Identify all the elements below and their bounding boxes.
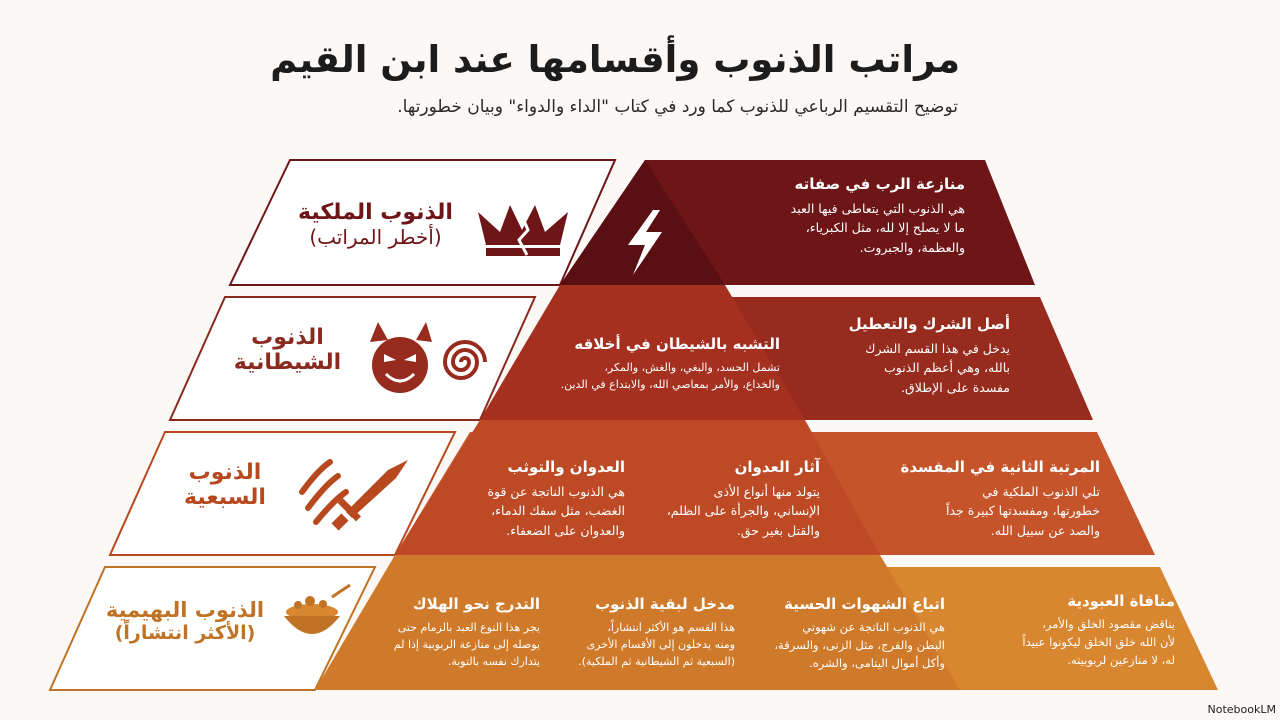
box-heading: اتباع الشهوات الحسية [784,595,945,613]
tier-4-label-line-2: (الأكثر انتشاراً) [114,622,256,644]
box-line: يجر هذا النوع العبد بالزمام حتى [397,621,540,634]
box-line: والعدوان على الضعفاء. [506,522,625,538]
brand-watermark: NotebookLM [1207,703,1276,716]
box-line: والخداع، والأمر بمعاصي الله، والابتداع في الدين. [560,378,780,392]
box-line: ما لا يصلح إلا لله، مثل الكبرياء، [805,220,965,236]
box-line: تشمل الحسد، والبغي، والغش، والمكر، [604,361,780,374]
page-subtitle: توضيح التقسيم الرباعي للذنوب كما ورد في كتاب "الداء والدواء" وبيان خطورتها. [397,97,958,117]
box-line: بالله، وهي أعظم الذنوب [884,360,1010,376]
box-line: والقتل بغير حق. [736,522,820,538]
tier-2-box-2 [530,335,780,393]
box-line: له، لا منازعين لربوبيته. [1067,652,1175,667]
box-line: والصد عن سبيل الله. [990,522,1100,538]
box-line: هي الذنوب الناتجة عن شهوتي [802,620,945,634]
box-heading: منافاة العبودية [1067,592,1175,610]
box-line: البطن والفرج، مثل الزنى، والسرقة، [774,637,945,652]
tier-4-box-2 [745,595,945,672]
box-heading: أصل الشرك والتعطيل [848,315,1010,333]
box-line: هي الذنوب التي يتعاطى فيها العبد [790,201,965,216]
tier-3-label-panel [110,432,455,555]
tier-1-label-line-1: الذنوب الملكية [298,200,453,225]
box-line: الغضب، مثل سفك الدماء، [491,503,625,519]
tier-3-box-3 [455,458,625,540]
box-heading: المرتبة الثانية في المفسدة [900,458,1100,476]
tier-2-box-1 [820,315,1010,397]
tier-3-box-1 [880,458,1100,540]
box-heading: التدرج نحو الهلاك [412,595,540,613]
box-heading: العدوان والتوثب [507,458,625,476]
tier-2-label [220,325,355,375]
box-line: يوصله إلى منازعة الربوبية إذا لم [393,638,540,652]
box-line: خطورتها، ومفسدتها كبيرة جداً [946,503,1100,519]
tier-1-box-1 [705,175,965,257]
box-line: وأكل أموال اليتامى، والشره. [809,655,945,670]
tier-3-label [170,460,280,510]
box-heading: مدخل لبقية الذنوب [595,595,735,613]
tier-3-label-line-2: السبعية [184,485,266,510]
box-line: هي الذنوب الناتجة عن قوة [487,484,625,499]
tier-4-box-1 [960,592,1175,669]
tier-4-label [95,598,275,644]
box-heading: منازعة الرب في صفاته [794,175,965,193]
box-line: مفسدة على الإطلاق. [901,379,1010,395]
box-line: يتدارك نفسه بالتوبة. [447,655,540,669]
tier-2-label-line-1: الذنوب [251,325,324,350]
page-title: مراتب الذنوب وأقسامها عند ابن القيم [270,38,960,81]
box-line: لأن الله خلق الخلق ليكونوا عبيداً [1022,634,1175,649]
box-line: يناقض مقصود الخلق والأمر، [1042,617,1175,631]
box-heading: آثار العدوان [734,458,820,476]
box-line: (السبعية ثم الشيطانية ثم الملكية). [578,655,735,669]
box-line: الإنساني، والجرأة على الظلم، [666,503,820,519]
box-line: يتولد منها أنواع الأذى [713,484,820,499]
tier-3-label-line-1: الذنوب [188,460,262,485]
tier-1-label-line-2: (أخطر المراتب) [309,225,442,249]
tier-4-box-4 [360,595,540,670]
box-line: تلي الذنوب الملكية في [982,484,1100,499]
tier-1-label [278,200,473,249]
box-line: والعظمة، والجبروت. [859,239,965,255]
tier-4-label-line-1: الذنوب البهيمية [105,598,265,622]
box-line: ومنه يدخلون إلى الأقسام الأخرى [586,638,735,652]
box-line: يدخل في هذا القسم الشرك [865,341,1010,356]
box-heading: التشبه بالشيطان في أخلاقه [574,335,780,353]
tier-2-label-line-2: الشيطانية [233,350,342,375]
tier-3-box-2 [650,458,820,540]
tier-4-box-3 [555,595,735,670]
box-line: هذا القسم هو الأكثر انتشاراً، [607,621,735,634]
